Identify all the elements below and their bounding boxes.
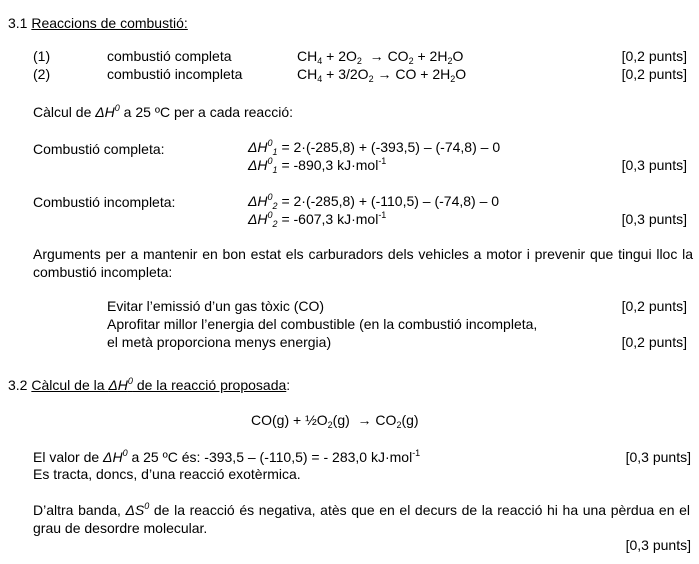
proposed-reaction-equation: $CO(g) + \frac{1}{2}O_2(g) \to CO_2(g)$ <box>251 412 419 430</box>
complete-combustion-label: Combustió completa: <box>33 141 165 157</box>
complete-calc-line1: $\Delta H^0_1 = 2\cdot(-285,8) + (-393,5) - (-74,8) - 0$ <box>248 138 501 157</box>
exothermic-statement: Es tracta, doncs, d’una reacció exotèrmica. <box>33 466 301 482</box>
calc-intro: Càlcul de $\Delta H^0$ a 25 ºC per a cada reacció: <box>33 103 294 120</box>
reaction-name-2: combustió incompleta <box>107 66 243 82</box>
argument-2-line2: el metà proporciona menys energia) <box>107 334 332 350</box>
section-3-1-heading <box>8 15 188 31</box>
section-title: Càlcul de la $\Delta H^0$ de la reacció proposada <box>31 376 287 393</box>
section-number: 3.2 <box>8 377 28 393</box>
section-number: 3.1 <box>8 15 28 31</box>
entropy-paragraph: D’altra banda, $\Delta S^0$ de la reacció és negativa, atès que en el decurs de la reacció hi ha una pèrdua en el grau de desordre molecular. <box>33 501 690 536</box>
enthalpy-value: El valor de $\Delta H^0$ a 25 ºC és: -393,5 – (-110,5) = - 283,0 kJ·mol$^{-1}$ <box>33 448 421 465</box>
argument-2-line1: Aprofitar millor l’energia del combustible (en la combustió incompleta, <box>107 316 538 332</box>
complete-points: [0,3 punts] <box>621 157 687 173</box>
entropy-points: [0,3 punts] <box>625 537 691 553</box>
reaction-points-2: [0,2 punts] <box>621 66 687 82</box>
section-title: Reaccions de combustió: <box>31 15 188 31</box>
arguments-paragraph: Arguments per a mantenir en bon estat els carburadors dels vehicles a motor i prevenir que tingui lloc la combustió incompleta: <box>33 246 693 280</box>
argument-2-points: [0,2 punts] <box>621 334 687 350</box>
reaction-equation-1: $CH_4 + 2O_2 \to CO_2 + 2H_2O$ <box>297 48 464 66</box>
argument-1-points: [0,2 punts] <box>621 298 687 314</box>
reaction-name-1: combustió completa <box>107 48 232 64</box>
section-3-2-heading: 3.2 Càlcul de la $\Delta H^0$ de la reacció proposada: <box>8 376 291 393</box>
incomplete-calc-line1: $\Delta H^0_2 = 2\cdot(-285,8) + (-110,5) - (-74,8) - 0$ <box>248 192 500 211</box>
argument-1: Evitar l’emissió d’un gas tòxic (CO) <box>107 298 325 314</box>
incomplete-points: [0,3 punts] <box>621 211 687 227</box>
reaction-points-1: [0,2 punts] <box>621 48 687 64</box>
incomplete-combustion-label: Combustió incompleta: <box>33 194 176 210</box>
incomplete-calc-line2: $\Delta H^0_2 = -607,3$ kJ·mol$^{-1}$ <box>248 210 387 229</box>
reaction-number-1: (1) <box>33 48 51 64</box>
enthalpy-value-points: [0,3 punts] <box>625 449 691 465</box>
reaction-number-2: (2) <box>33 66 51 82</box>
reaction-equation-2: $CH_4 + 3/2O_2$ → CO + $2H_2O$ <box>297 66 467 84</box>
complete-calc-line2: $\Delta H^0_1 = -890,3$ kJ·mol$^{-1}$ <box>248 156 387 175</box>
